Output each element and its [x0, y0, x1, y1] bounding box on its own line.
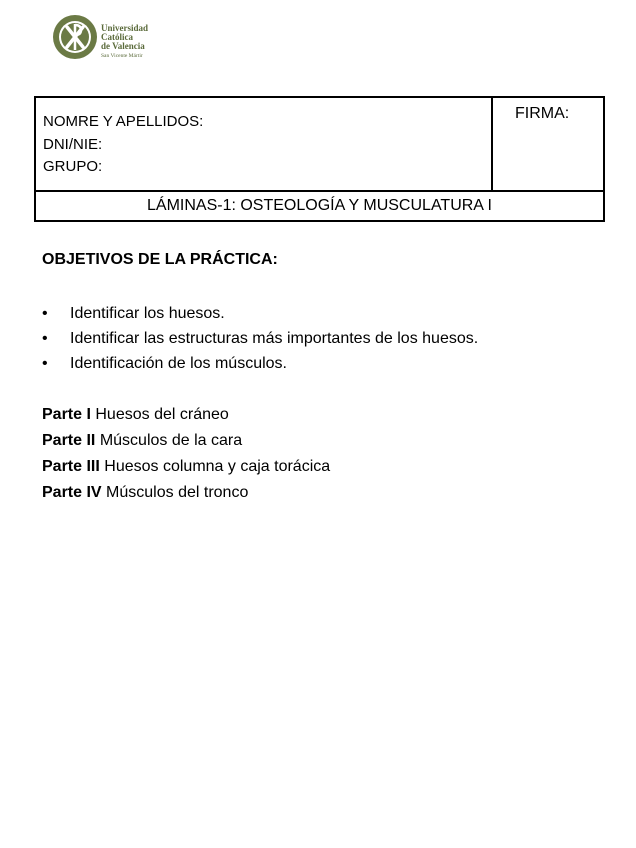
- logo-line-4: San Vicente Mártir: [101, 53, 143, 59]
- part-item: [42, 428, 330, 454]
- signature-label: FIRMA:: [515, 105, 570, 122]
- list-item: [42, 326, 478, 351]
- part-item: [42, 402, 330, 428]
- student-fields: [36, 98, 493, 190]
- university-seal-icon: [52, 14, 98, 60]
- list-item: [42, 351, 478, 376]
- signature-cell: [493, 98, 603, 190]
- part-text: Músculos de la cara: [99, 432, 243, 449]
- part-label: Parte IV: [42, 484, 102, 501]
- student-info-box: [34, 96, 605, 222]
- part-text: Huesos del cráneo: [95, 406, 229, 423]
- parts-list: [42, 402, 330, 506]
- bullet: •: [42, 330, 48, 347]
- logo-line-3: de Valencia: [101, 41, 145, 51]
- objective-text: Identificar las estructuras más importantes de los huesos.: [70, 330, 479, 347]
- part-label: Parte II: [42, 432, 96, 449]
- sheet-title: LÁMINAS-1: OSTEOLOGÍA Y MUSCULATURA I: [36, 190, 603, 220]
- part-text: Huesos columna y caja torácica: [104, 458, 331, 475]
- logo-line-2: Católica: [101, 32, 133, 42]
- objective-text: Identificación de los músculos.: [70, 355, 287, 372]
- bullet: •: [42, 305, 48, 322]
- university-logo: [52, 14, 162, 64]
- group-label: GRUPO:: [43, 158, 103, 175]
- logo-line-1: Universidad: [101, 23, 149, 33]
- part-item: [42, 454, 330, 480]
- objectives-list: [42, 301, 478, 376]
- part-text: Músculos del tronco: [106, 484, 249, 501]
- logo-text: [101, 24, 148, 61]
- objectives-title: OBJETIVOS DE LA PRÁCTICA:: [42, 251, 278, 268]
- part-item: [42, 480, 330, 506]
- dni-label: DNI/NIE:: [43, 136, 103, 153]
- part-label: Parte III: [42, 458, 100, 475]
- objective-text: Identificar los huesos.: [70, 305, 225, 322]
- name-label: NOMRE Y APELLIDOS:: [43, 113, 204, 130]
- bullet: •: [42, 355, 48, 372]
- part-label: Parte I: [42, 406, 91, 423]
- list-item: [42, 301, 478, 326]
